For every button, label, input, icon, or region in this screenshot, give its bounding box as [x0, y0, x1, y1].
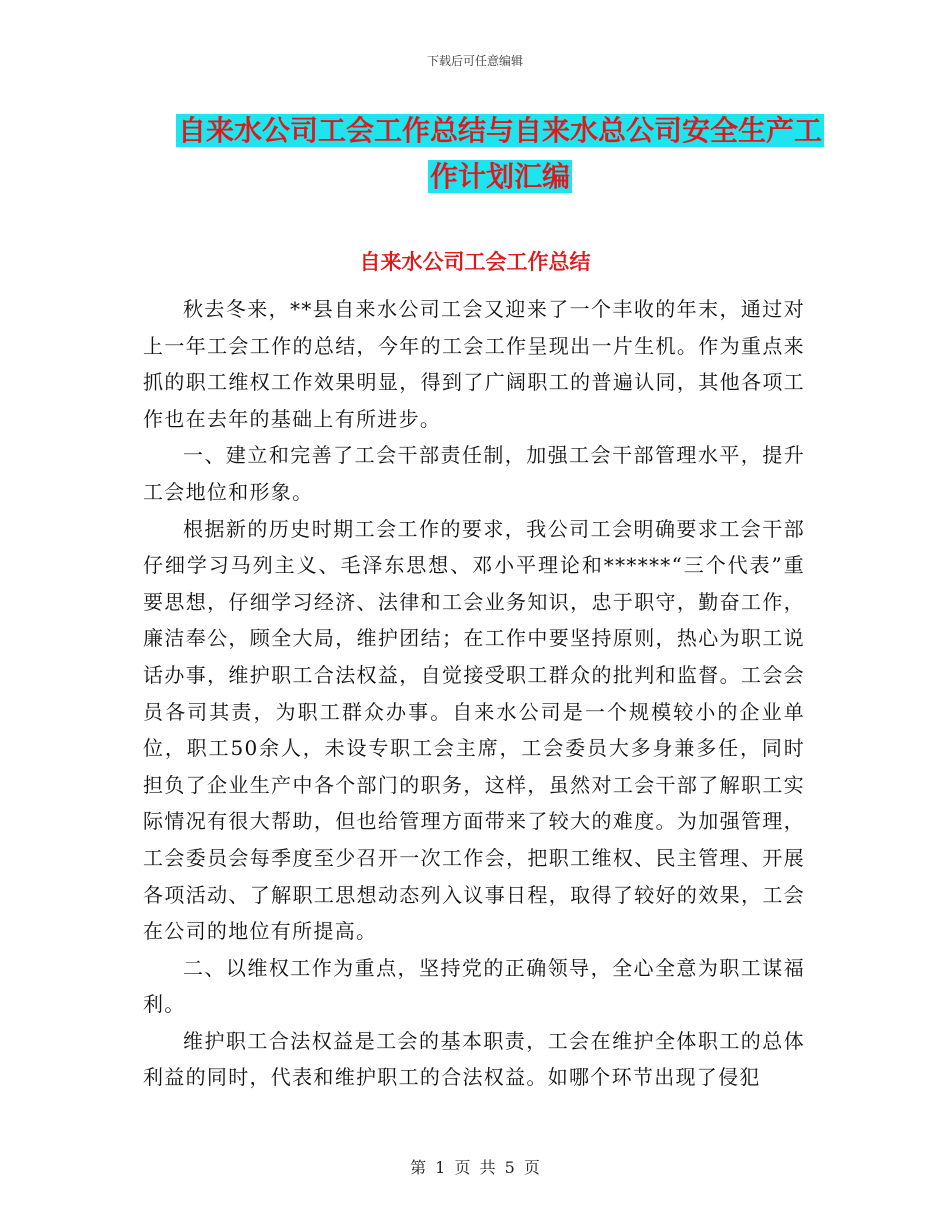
paragraph: 根据新的历史时期工会工作的要求，我公司工会明确要求工会干部仔细学习马列主义、毛泽东思想、邓小平理论和******“三个代表”重要思想，仔细学习经济、法律和工会业务知识，忠于职守，勤奋工作，廉洁奉公，顾全大局，维护团结；在工作中要坚持原则，热心为职工说话办事，维护职工合法权益，自觉接受职工群众的批判和监督。工会会员各司其责，为职工群众办事。自来水公司是一个规模较小的企业单位，职工50余人，未设专职工会主席，工会委员大多身兼多任，同时担负了企业生产中各个部门的职务，这样，虽然对工会干部了解职工实际情况有很大帮助，但也给管理方面带来了较大的难度。为加强管理，工会委员会每季度至少召开一次工作会，把职工维权、民主管理、开展各项活动、了解职工思想动态列入议事日程，取得了较好的效果，工会在公司的地位有所提高。: [143, 516, 805, 944]
document-title-line-2: 作计划汇编: [429, 160, 570, 193]
paragraph: 一、建立和完善了工会干部责任制，加强工会干部管理水平，提升工会地位和形象。: [143, 443, 805, 504]
section-heading: 自来水公司工会工作总结: [359, 250, 591, 274]
document-title-line-1: 自来水公司工会工作总结与自来水总公司安全生产工: [177, 114, 822, 147]
document-title: [170, 108, 830, 200]
page-header-note: 下载后可任意编辑: [426, 54, 523, 68]
page-number: 第 1 页 共 5 页: [410, 1158, 540, 1177]
paragraph: 秋去冬来，**县自来水公司工会又迎来了一个丰收的年末，通过对上一年工会工作的总结，今年的工会工作呈现出一片生机。作为重点来抓的职工维权工作效果明显，得到了广阔职工的普遍认同，其他各项工作也在去年的基础上有所进步。: [143, 297, 805, 431]
paragraph: 二、以维权工作为重点，坚持党的正确领导，全心全意为职工谋福利。: [143, 955, 805, 1017]
document-body: [143, 291, 805, 1096]
paragraph: 维护职工合法权益是工会的基本职责，工会在维护全体职工的总体利益的同时，代表和维护职工的合法权益。如哪个环节出现了侵犯: [143, 1028, 805, 1090]
